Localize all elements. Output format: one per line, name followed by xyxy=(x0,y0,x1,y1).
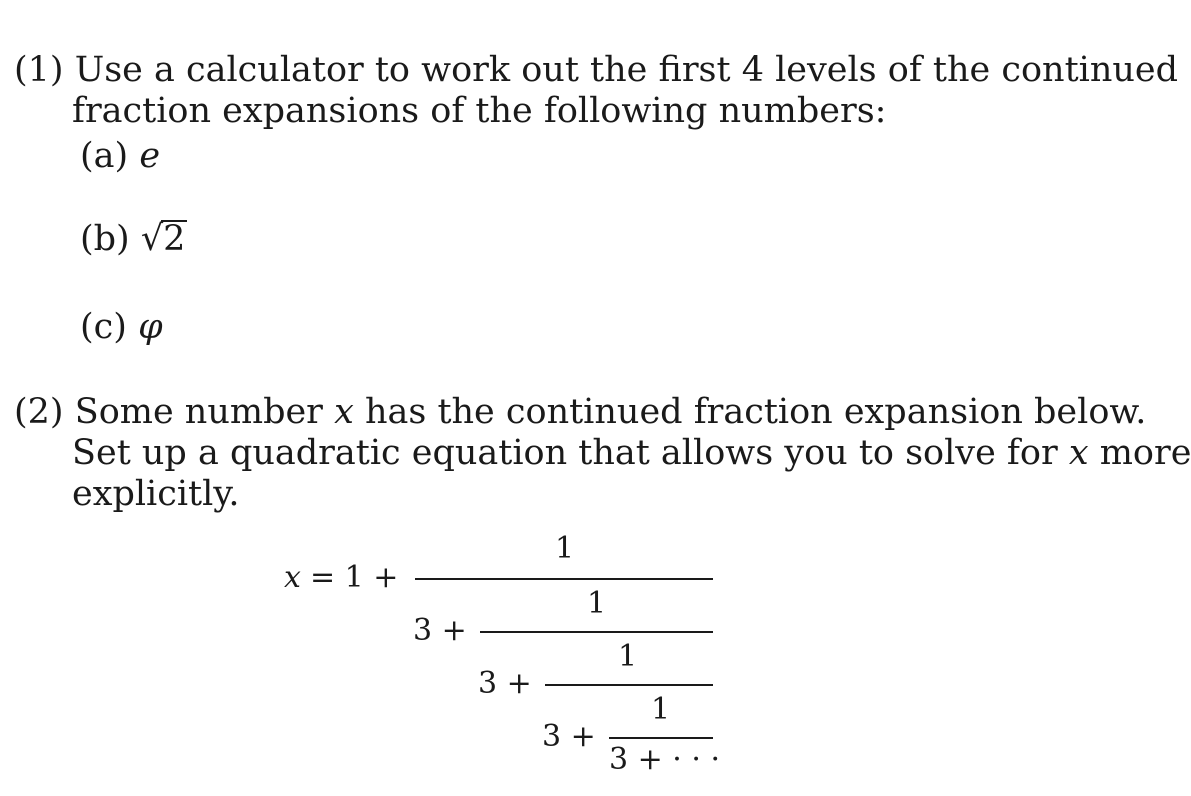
fraction-bar-1 xyxy=(415,578,713,580)
problem-2-text-a: Some number xyxy=(74,392,323,432)
numerator-1: 1 xyxy=(555,531,575,566)
problem-2-text-d: more xyxy=(1099,433,1191,473)
problem-2-line-1 xyxy=(14,392,1146,432)
fraction-bar-2 xyxy=(480,631,713,633)
part-a-label: (a) xyxy=(80,136,129,176)
problem-1-line-2: fraction expansions of the following numbers: xyxy=(72,91,887,131)
numerator-4: 1 xyxy=(651,692,671,727)
problem-2-line-3: explicitly. xyxy=(72,474,240,514)
problem-2-text-c: Set up a quadratic equation that allows you to solve for xyxy=(72,433,1058,473)
fraction-bar-4 xyxy=(609,737,713,739)
numerator-2: 1 xyxy=(587,586,607,621)
problem-2-line-2 xyxy=(72,433,1191,473)
term-1: 3 + xyxy=(413,613,467,648)
part-b xyxy=(80,219,187,259)
problem-2-text-b: has the continued fraction expansion below. xyxy=(364,392,1147,432)
fraction-bar-3 xyxy=(545,684,713,686)
term-2: 3 + xyxy=(478,666,532,701)
problem-2-number: (2) xyxy=(14,392,64,432)
part-a xyxy=(80,136,160,176)
variable-x: x xyxy=(1068,433,1089,473)
part-c-value: φ xyxy=(138,307,163,347)
variable-x: x xyxy=(334,392,354,432)
part-a-value: e xyxy=(139,136,161,176)
part-b-value: 2 xyxy=(163,219,186,259)
problem-1-line-1 xyxy=(14,50,1178,90)
equation-equals: = 1 + xyxy=(310,560,399,595)
part-c-label: (c) xyxy=(80,307,127,347)
numerator-3: 1 xyxy=(618,639,638,674)
radical-sign: √ xyxy=(140,219,164,259)
problem-1-text: Use a calculator to work out the first 4 levels of the continued xyxy=(74,50,1179,90)
term-3: 3 + xyxy=(542,719,596,754)
equation-lhs: x xyxy=(284,560,301,595)
part-c xyxy=(80,307,163,347)
part-b-label: (b) xyxy=(80,219,130,259)
problem-1-number: (1) xyxy=(14,50,64,90)
tail-term: 3 + · · · xyxy=(609,742,720,777)
square-root xyxy=(141,219,188,259)
